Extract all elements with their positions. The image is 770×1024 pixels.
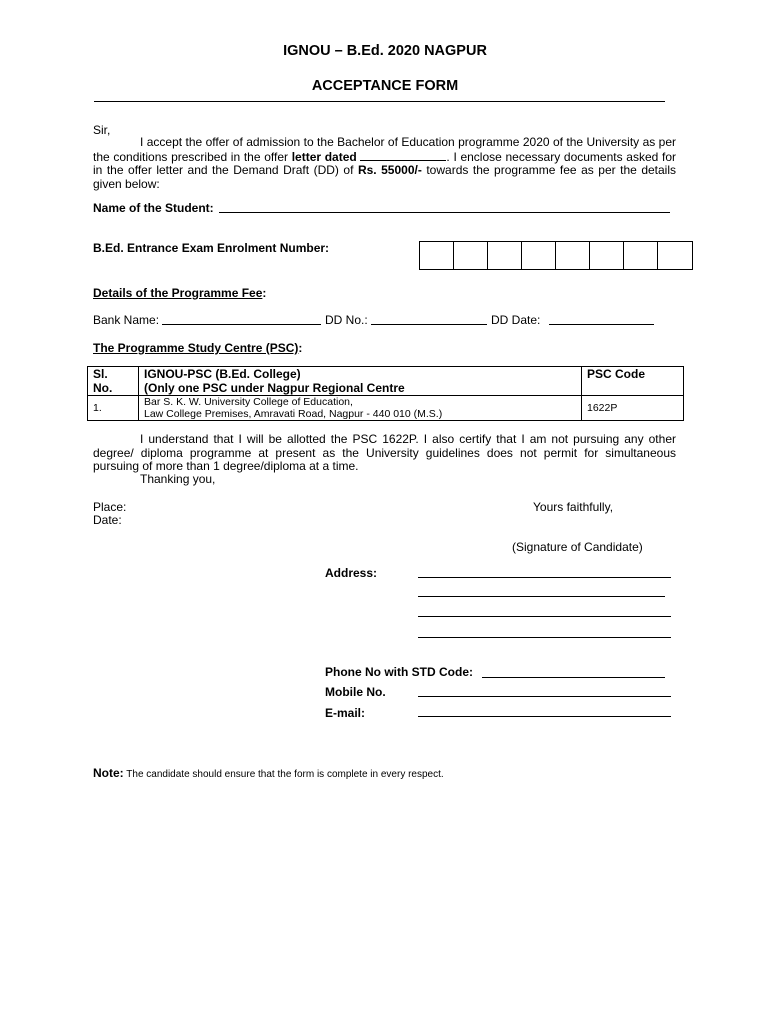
enrolment-digit-box[interactable]: [521, 241, 555, 270]
psc-name-cell: Bar S. K. W. University College of Education, Law College Premises, Amravati Road, Nagpur - 440 010 (M.S.): [139, 396, 582, 421]
dd-date-label: DD Date:: [491, 313, 541, 327]
student-name-field[interactable]: [219, 200, 670, 213]
date-label: Date:: [93, 513, 122, 527]
page-title: IGNOU – B.Ed. 2020 NAGPUR: [283, 43, 487, 59]
address-line-3[interactable]: [418, 616, 671, 617]
mobile-label: Mobile No.: [325, 685, 386, 699]
signature-caption: (Signature of Candidate): [512, 540, 643, 554]
email-field[interactable]: [418, 716, 671, 717]
dd-no-field[interactable]: [371, 312, 487, 325]
psc-code-cell: 1622P: [582, 396, 684, 421]
address-line-4[interactable]: [418, 637, 671, 638]
declaration-paragraph: I understand that I will be allotted the PSC 1622P. I also certify that I am not pursuing any other degree/ diploma programme at present as the University guidelines does not permit for simultaneous pursuing of more than 1 degree/diploma at a time.: [93, 432, 676, 473]
letter-date-blank[interactable]: [360, 150, 446, 161]
place-label: Place:: [93, 500, 127, 514]
enrolment-label: B.Ed. Entrance Exam Enrolment Number:: [93, 241, 330, 255]
sl-no-cell: 1.: [88, 396, 139, 421]
table-row: [88, 396, 684, 421]
psc-heading: The Programme Study Centre (PSC):: [93, 341, 303, 355]
enrolment-digit-box[interactable]: [555, 241, 589, 270]
phone-label: Phone No with STD Code:: [325, 665, 473, 679]
psc-code-header: PSC Code: [582, 367, 684, 396]
phone-field[interactable]: [482, 677, 665, 678]
student-name-label: Name of the Student:: [93, 201, 214, 215]
address-line-1[interactable]: [418, 577, 671, 578]
enrolment-number-boxes[interactable]: [419, 241, 693, 270]
enrolment-digit-box[interactable]: [453, 241, 487, 270]
sl-no-header: Sl. No.: [88, 367, 139, 396]
table-header-row: [88, 367, 684, 396]
enrolment-digit-box[interactable]: [487, 241, 521, 270]
footer-note: Note: The candidate should ensure that the form is complete in every respect.: [93, 766, 444, 780]
dd-no-label: DD No.:: [325, 313, 368, 327]
yours-faithfully: Yours faithfully,: [533, 500, 614, 514]
address-label: Address:: [325, 566, 378, 580]
mobile-field[interactable]: [418, 696, 671, 697]
enrolment-digit-box[interactable]: [589, 241, 623, 270]
bank-name-field[interactable]: [162, 312, 321, 325]
email-label: E-mail:: [325, 706, 366, 720]
thanking-text: Thanking you,: [140, 472, 216, 486]
enrolment-digit-box[interactable]: [419, 241, 453, 270]
intro-paragraph: I accept the offer of admission to the Bachelor of Education programme 2020 of the University as per the conditions prescribed in the offer letter dated . I enclose necessary documents asked for in the offer letter and the Demand Draft (DD) of Rs. 55000/- towards the programme fee as per the details given below:: [93, 135, 677, 191]
psc-name-header: IGNOU-PSC (B.Ed. College) (Only one PSC under Nagpur Regional Centre: [139, 367, 582, 396]
address-line-2[interactable]: [418, 596, 665, 597]
form-subtitle: ACCEPTANCE FORM: [311, 78, 459, 94]
salutation: Sir,: [93, 123, 111, 137]
dd-date-field[interactable]: [549, 312, 654, 325]
enrolment-digit-box[interactable]: [623, 241, 657, 270]
letter-dated-label: letter dated: [291, 149, 357, 164]
enrolment-digit-box[interactable]: [657, 241, 693, 270]
header-divider: [94, 101, 665, 102]
bank-name-label: Bank Name:: [93, 313, 160, 327]
fee-heading: Details of the Programme Fee:: [93, 286, 267, 300]
psc-table: [87, 366, 684, 421]
